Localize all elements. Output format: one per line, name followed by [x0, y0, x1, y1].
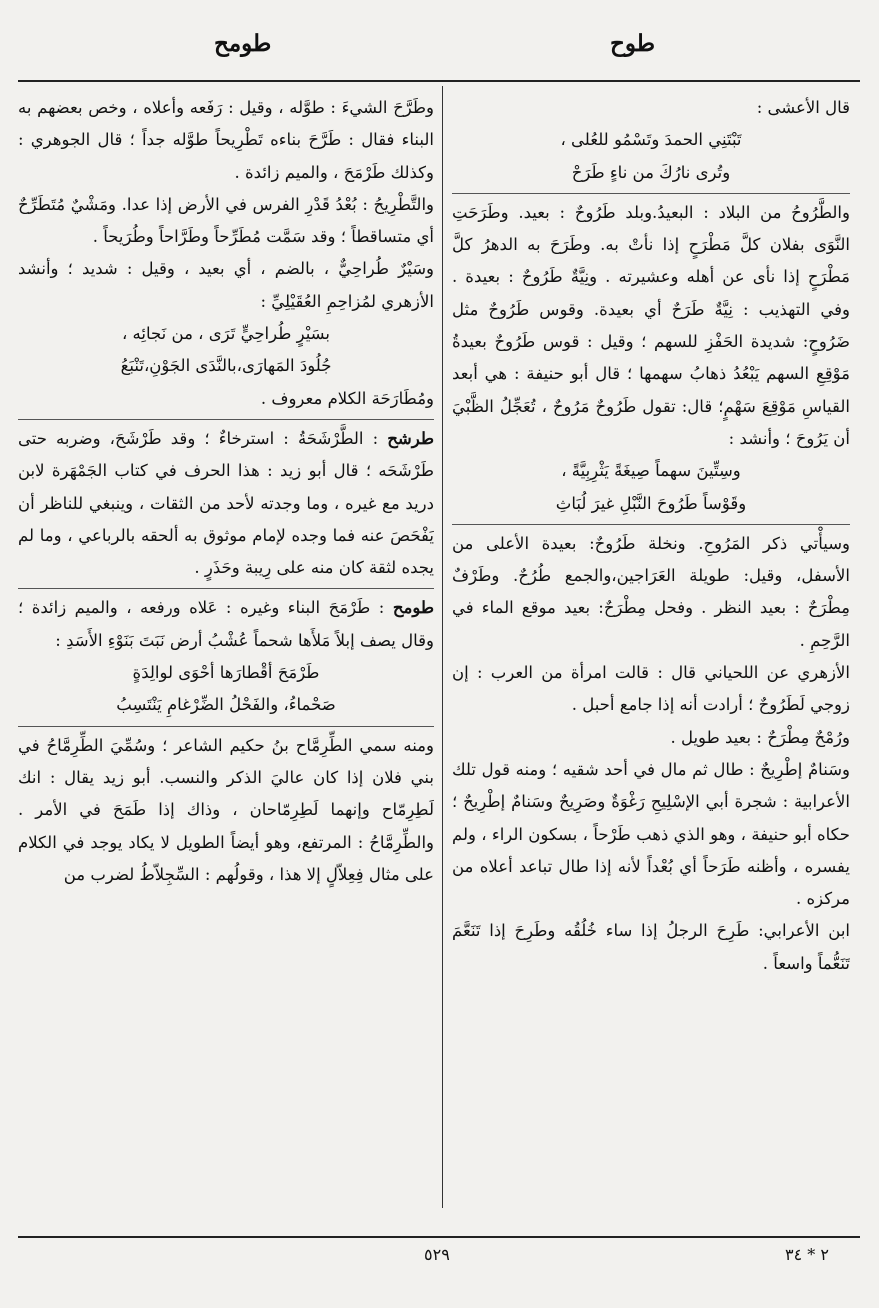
verse-line: جُلُودَ المَهارَى،بالنَّدَى الجَوْنِ،تَنْبَعُ: [120, 356, 332, 376]
paragraph: قال الأعشى :: [756, 98, 850, 117]
verse-line: بسَيْرٍ طُراحِيٍّ تَرَى ، من نَجائِه ،: [121, 324, 330, 344]
entry-text: : الطَّرْشَحَةُ : استرخاءٌ ؛ وقد طَرْشَحَ، وضربه حتى طَرْشَحَه ؛ قال أبو زيد : هذا الحرف في كتاب الجَمْهَرة لابن دريد مع غيره ، وما وجدته لأحد من الثقات ، وينبغي للناظر أن يَفْحَصَ عنه فما وجده لإمام موثوق به ألحقه بالرباعي ، وما لم يجده لثقة كان منه على رِيبة وحَذَرٍ .: [18, 428, 434, 578]
bottom-rule: [18, 1236, 860, 1238]
entry-headword: طرشح: [387, 428, 434, 448]
paragraph: وطَرَّحَ الشيءَ : طوَّله ، وقيل : رَفَعه وأعلاه ، وخص بعضهم به البناء فقال : طَرَّحَ بناءه تَطْرِيحاً طوَّله جداً ؛ قال الجوهري : وكذلك طَرْمَحَ ، والميم زائدة .: [18, 98, 434, 182]
verse-line: وتُرى نارُكَ من ناءٍ طَرَحْ: [571, 162, 731, 182]
paragraph: ومُطَارَحَة الكلام معروف .: [260, 388, 434, 408]
verse: [452, 124, 850, 189]
verse: [452, 455, 850, 520]
header-word-right: طوح: [610, 30, 656, 57]
verse-line: طَرْمَحَ أقْطارَها أحْوَى لوالِدَةٍ: [132, 663, 320, 683]
left-column: [18, 92, 434, 1232]
verse: [18, 657, 434, 722]
right-column: [452, 92, 850, 1232]
paragraph: وسَنامٌ إطْرِيحٌ : طال ثم مال في أحد شقيه ؛ ومنه قول تلك الأعرابية : شجرة أبي الإسْلِيحِ رَغْوَةٌ وصَرِيحٌ وسَنامٌ إطْرِيحٌ ؛ حكاه أبو حنيفة ، وهو الذي ذهب طَرْحاً ، بسكون الراء ، ولم يفسره ، وأظنه طَرَحاً أي بُعْداً لأنه إذا طال تباعد أعلاه من مركزه .: [452, 759, 850, 909]
top-rule: [18, 80, 860, 82]
entry-text: : طَرْمَحَ البناء وغيره : عَلاه ورفعه ، والميم زائدة ؛ وقال يصف إبلاً مَلأَها شحماً عُشْبُ أرض نَبَتَ بَنَوْءِ الأَسَدِ :: [18, 598, 434, 650]
header-word-left: طومح: [214, 30, 272, 57]
entry-paragraph: [18, 419, 434, 584]
entry-headword: طومح: [392, 598, 434, 618]
paragraph: ابن الأعرابي: طَرِحَ الرجلُ إذا ساء خُلُقُه وطَرِحَ إذا تَنَعَّمَ تَنَعُّماً واسعاً .: [452, 921, 850, 973]
paragraph: وسَيْرٌ طُراحِيٌّ ، بالضم ، أي بعيد ، وقيل : شديد ؛ وأنشد الأزهري لمُزاحِمِ العُقَيْلِيِّ :: [18, 259, 434, 311]
entry-paragraph: [18, 588, 434, 657]
verse-line: تَبْتَنِي الحمدَ وتَسْمُو للعُلى ،: [560, 130, 742, 150]
paragraph: الأزهري عن اللحياني قال : قالت امرأة من العرب : إن زوجي لَطَرُوحٌ ؛ أرادت أنه إذا جامع أحبل .: [452, 663, 850, 715]
column-divider: [442, 86, 443, 1208]
page-number: ٥٢٩: [424, 1245, 450, 1264]
signature-mark: ٢ * ٣٤: [785, 1245, 829, 1264]
verse-line: صَحْماءُ، والفَحْلُ الضِّرْغامِ يَنْتَسِبُ: [116, 695, 336, 715]
verse: [18, 318, 434, 383]
paragraph: ورُمْحٌ مِطْرَحٌ : بعيد طويل .: [670, 727, 850, 747]
verse-line: وسِتِّينَ سهماً صِيغَةً يَثْرِبِيَّةً ،: [561, 461, 741, 481]
paragraph: والتَّطْرِيحُ : بُعْدُ قَدْرِ الفرس في الأرض إذا عدا. ومَشْيٌ مُتَطَرِّحٌ أي متساقطاً ؛ وقد سَمَّت مُطَرِّحاً وطَرَّاحاً وطُرَيحاً .: [18, 194, 434, 247]
paragraph: والطَّرُوحُ من البلاد : البعيدُ.وبلد طَرُوحٌ : بعيد. وطَرَحَتِ النَّوَى بفلان كلَّ مَطْرَحٍ إذا نأتْ به. وطَرَحَ به الدهرُ كلَّ مَطْرَحٍ إذا نأى عن أهله وعشيرته . ونِيَّةٌ طَرُوحٌ : بعيدة . وفي التهذيب : نِيَّةٌ طَرَحٌ أي بعيدة. وقوس طَرُوحٌ مثل ضَرُوحٍ: شديدة الحَفْزِ للسهم ؛ وقيل : قوس طَرُوحٌ بعيدةُ مَوْقِعِ السهم يَبْعُدُ ذهابُ سهمها ؛ قال أبو حنيفة : هي أبعد القياسِ مَوْقِعَ سَهْمٍ؛ قال: تقول طَرُوحٌ مَرُوحٌ ، تُعَجِّلُ الظَّبْيَ أن يَرُوحَ ؛ وأنشد :: [452, 193, 850, 455]
paragraph: ومنه سمي الطِّرِمَّاح بنُ حكيم الشاعر ؛ وسُمِّيَ الطِّرِمَّاحُ في بني فلان إذا كان عاليَ الذكر والنسب. أبو زيد يقال : انك لَطِرِمّاح وإنهما لَطِرِمّاحان ، وذاك إذا طَمَحَ في الأمر . والطِّرِمَّاحُ : المرتفع، وهو أيضاً الطويل لا يكاد يوجد في الكلام على مثال فِعِلاّلٍ إلا هذا ، وقولُهم : السِّجِلاّطُ لضرب من: [18, 726, 434, 891]
verse-line: وقَوْساً طَرُوحَ النَّبْلِ غيرَ لُبَاثِ: [555, 493, 747, 513]
paragraph: وسيأْتي ذكر المَرُوحِ. ونخلة طَرُوحٌ: بعيدة الأعلى من الأسفل، وقيل: طويلة العَرَاجين،والجمع طُرُحٌ. وطَرْفٌ مِطْرَحٌ : بعيد النظر . وفحل مِطْرَحٌ: بعيد موقع الماء في الرَّحِمِ .: [452, 524, 850, 657]
